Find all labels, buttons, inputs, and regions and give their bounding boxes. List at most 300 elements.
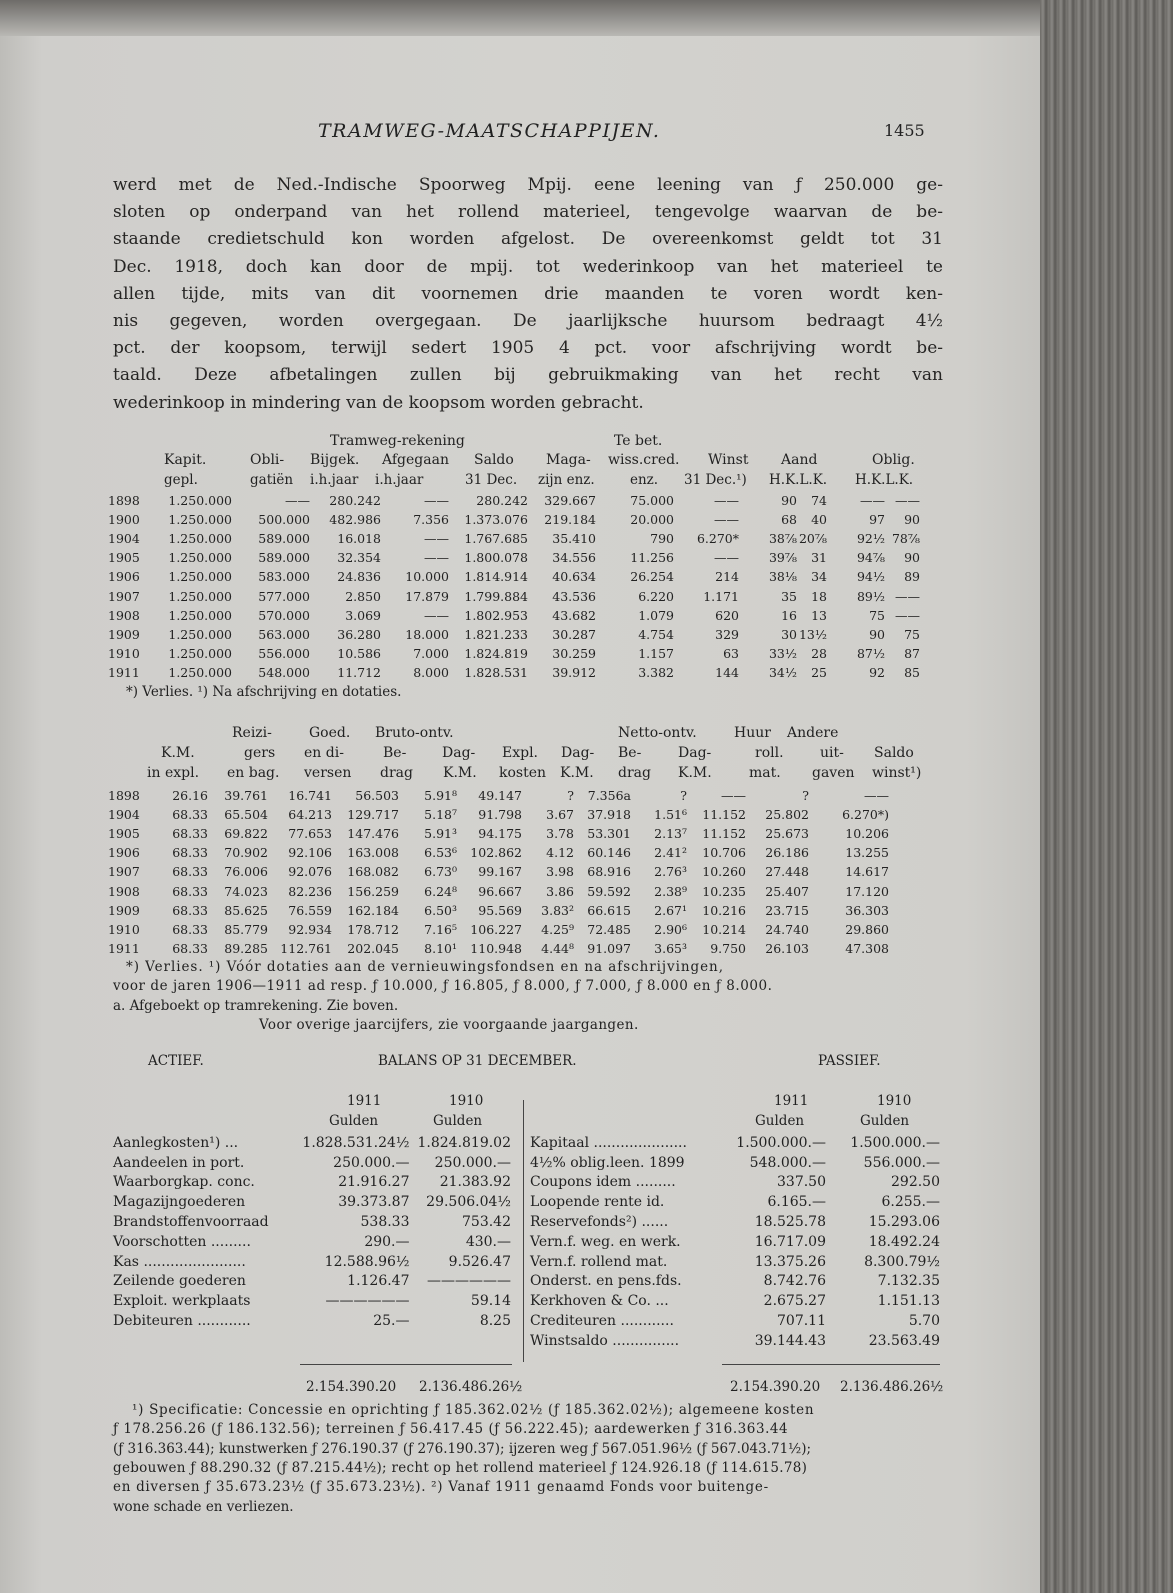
balance-item-value: 21.383.92 <box>439 1174 511 1191</box>
table-cell: 11.152 <box>702 807 746 823</box>
balance-item-value: 430.— <box>465 1233 511 1250</box>
table-cell: 1.157 <box>638 645 674 661</box>
table-cell: 37.918 <box>587 807 631 823</box>
table-cell: 34.556 <box>552 550 596 566</box>
table-cell: 2.76³ <box>654 864 687 880</box>
balance-item-value: 337.50 <box>777 1174 826 1191</box>
table2-footnote: *) Verlies. ¹) Vóór dotaties aan de vernieuwingsfondsen en na afschrijvingen, <box>126 959 724 975</box>
table-cell: —— <box>424 550 449 566</box>
table-cell: 1.799.884 <box>464 588 528 604</box>
table-cell: 74 <box>811 493 827 509</box>
table2-head: in expl. <box>147 765 200 781</box>
table-cell: 92.076 <box>288 864 332 880</box>
table1-head: wiss.cred. <box>608 452 680 468</box>
table-cell: 102.862 <box>470 845 522 861</box>
total-rule <box>300 1364 512 1365</box>
balance-item-value: —————— <box>427 1273 511 1290</box>
balance-row <box>530 1232 940 1252</box>
table-cell: 6.220 <box>638 588 674 604</box>
table-cell: 26.254 <box>630 569 674 585</box>
table-cell: ? <box>680 788 687 804</box>
table-cell: 40.634 <box>552 569 596 585</box>
table-row <box>108 939 889 958</box>
table-cell: 56.503 <box>355 788 399 804</box>
table-cell: 64.213 <box>288 807 332 823</box>
balance-title: BALANS OP 31 DECEMBER. <box>378 1053 577 1069</box>
table-cell: 68.33 <box>172 864 208 880</box>
table2-head: uit- <box>820 745 844 761</box>
table-cell: 65.504 <box>224 807 268 823</box>
table-cell: 10.586 <box>337 645 381 661</box>
table-cell: 7.16⁵ <box>424 921 457 937</box>
text-line: werd met de Ned.-Indische Spoorweg Mpij. eene leening van ƒ 250.000 ge- <box>113 175 943 195</box>
table2-footnote: Voor overige jaarcijfers, zie voorgaande jaargangen. <box>259 1017 639 1033</box>
table2-head: Expl. <box>502 745 539 761</box>
table-cell: 1906 <box>108 845 140 861</box>
balance-item-value: 5.70 <box>908 1313 940 1330</box>
table-cell: 280.242 <box>329 493 381 509</box>
table-cell: 162.184 <box>347 902 399 918</box>
table-cell: 1904 <box>108 531 140 547</box>
table-cell: 5.91³ <box>424 826 457 842</box>
table-cell: 31 <box>811 550 827 566</box>
table-cell: 16.018 <box>337 531 381 547</box>
table-cell: 3.78 <box>546 826 574 842</box>
table-cell: 68.33 <box>172 902 208 918</box>
table-cell: 4.754 <box>638 626 674 642</box>
balance-row <box>113 1311 511 1331</box>
table-cell: 147.476 <box>347 826 399 842</box>
table-cell: 60.146 <box>587 845 631 861</box>
table-cell: 20⅞ <box>798 531 827 547</box>
balance-item-label: Vern.f. weg. en werk. <box>530 1233 681 1250</box>
table-cell: 1909 <box>108 902 140 918</box>
table-cell: 589.000 <box>258 531 310 547</box>
table-cell: 7.356 <box>413 512 449 528</box>
balance-item-value: 556.000.— <box>863 1154 940 1171</box>
balance-item-label: Coupons idem ......... <box>530 1174 676 1191</box>
balance-passief <box>530 1133 940 1351</box>
text-line: Dec. 1918, doch kan door de mpij. tot wederinkoop van het materieel te <box>113 256 943 277</box>
table-cell: 75 <box>904 626 920 642</box>
table-cell: 570.000 <box>258 607 310 623</box>
table-cell: —— <box>714 512 739 528</box>
balance-item-value: 39.373.87 <box>338 1194 410 1211</box>
table-row <box>108 606 920 625</box>
table-cell: 1900 <box>108 512 140 528</box>
table-cell: 36.303 <box>845 902 889 918</box>
table-cell: 16 <box>781 607 797 623</box>
table-cell: 30 <box>781 626 797 642</box>
table-cell: 90 <box>869 626 885 642</box>
table-cell: 1.828.531 <box>464 664 528 680</box>
table2-head: Goed. <box>309 725 351 741</box>
balance-item-value: 2.675.27 <box>763 1293 826 1310</box>
table-cell: 36.280 <box>337 626 381 642</box>
unit-head: Gulden <box>329 1113 379 1129</box>
table-cell: 82.236 <box>288 883 332 899</box>
table-cell: 13.255 <box>845 845 889 861</box>
table-cell: 1907 <box>108 864 140 880</box>
table-cell: —— <box>895 493 920 509</box>
table-cell: 1909 <box>108 626 140 642</box>
table-cell: 3.98 <box>546 864 574 880</box>
table-cell: 2.67¹ <box>654 902 687 918</box>
year-head: 1910 <box>449 1093 484 1109</box>
table2-head: Be- <box>618 745 642 761</box>
balance-item-value: 15.293.06 <box>868 1214 940 1231</box>
table-cell: 97 <box>869 512 885 528</box>
balance-item-value: 39.144.43 <box>754 1332 826 1349</box>
table-cell: 38⅛ <box>768 569 797 585</box>
table-row <box>108 786 889 805</box>
balance-item-value: 753.42 <box>462 1214 511 1231</box>
table-cell: 39.761 <box>224 788 268 804</box>
table-cell: 556.000 <box>258 645 310 661</box>
table-cell: 68.33 <box>172 807 208 823</box>
table-cell: 7.000 <box>413 645 449 661</box>
table-cell: 94.175 <box>478 826 522 842</box>
table-cell: —— <box>895 607 920 623</box>
table-cell: 1898 <box>108 788 140 804</box>
table-cell: 25.407 <box>765 883 809 899</box>
balance-row <box>113 1232 511 1252</box>
table-cell: —— <box>895 588 920 604</box>
balance-item-value: 707.11 <box>777 1313 826 1330</box>
balance-row <box>113 1252 511 1272</box>
table-cell: 144 <box>715 664 739 680</box>
balance-item-label: Aanlegkosten¹) ... <box>113 1134 239 1151</box>
table-cell: 99.167 <box>478 864 522 880</box>
table-cell: 6.270* <box>696 531 739 547</box>
balance-item-label: Aandeelen in port. <box>113 1154 245 1171</box>
table2-head: gers <box>244 745 276 761</box>
table-cell: 92 <box>869 664 885 680</box>
table-cell: 2.41² <box>654 845 687 861</box>
table-cell: 178.712 <box>347 921 399 937</box>
balance-row <box>530 1133 940 1153</box>
table1-head: H.K.L.K. <box>769 472 828 488</box>
table-cell: 28 <box>811 645 827 661</box>
table-cell: 92.934 <box>288 921 332 937</box>
table-cell: 500.000 <box>258 512 310 528</box>
table2-head: en bag. <box>227 765 280 781</box>
table-cell: 68.33 <box>172 826 208 842</box>
table-cell: 91.097 <box>587 940 631 956</box>
table-cell: 1908 <box>108 883 140 899</box>
spec-line: ƒ 178.256.26 (ƒ 186.132.56); terreinen ƒ 56.417.45 (ƒ 56.222.45); aardewerken ƒ 316.363.44 <box>113 1421 789 1437</box>
table1 <box>108 491 920 682</box>
table-cell: 30.259 <box>552 645 596 661</box>
table2-head: Be- <box>383 745 407 761</box>
table-cell: 1.250.000 <box>168 493 232 509</box>
table-cell: 2.13⁷ <box>654 826 687 842</box>
table2-head: K.M. <box>678 765 712 781</box>
table-row <box>108 920 889 939</box>
table-row <box>108 644 920 663</box>
unit-head: Gulden <box>433 1113 483 1129</box>
balance-item-value: 7.132.35 <box>877 1273 940 1290</box>
table-cell: 35.410 <box>552 531 596 547</box>
table2 <box>108 786 889 958</box>
table-cell: 3.382 <box>638 664 674 680</box>
table-cell: 214 <box>715 569 739 585</box>
balance-item-label: Debiteuren ............ <box>113 1313 251 1330</box>
balance-item-label: Kas ....................... <box>113 1253 246 1270</box>
table-cell: 1.250.000 <box>168 664 232 680</box>
table2-head: kosten <box>499 765 547 781</box>
table-row <box>108 510 920 529</box>
table-row <box>108 586 920 605</box>
unit-head: Gulden <box>860 1113 910 1129</box>
table-cell: 49.147 <box>478 788 522 804</box>
spec-line: (ƒ 316.363.44); kunstwerken ƒ 276.190.37 (ƒ 276.190.37); ijzeren weg ƒ 567.051.96½ (ƒ 567.043.71½); <box>113 1441 812 1457</box>
table2-head: K.M. <box>443 765 477 781</box>
table2-head: Bruto-ontv. <box>375 725 454 741</box>
table-cell: 790 <box>650 531 674 547</box>
table-cell: 63 <box>723 645 739 661</box>
balance-item-value: 292.50 <box>891 1174 940 1191</box>
table-cell: 90 <box>904 550 920 566</box>
table-cell: 3.65³ <box>654 940 687 956</box>
table-cell: 6.270*) <box>842 807 889 823</box>
text-line: staande credietschuld kon worden afgelost. De overeenkomst geldt tot 31 <box>113 229 943 250</box>
table-cell: —— <box>721 788 746 804</box>
table-cell: 1.250.000 <box>168 588 232 604</box>
table-cell: 74.023 <box>224 883 268 899</box>
actief-label: ACTIEF. <box>148 1053 204 1069</box>
table-cell: 78⅞ <box>891 531 920 547</box>
table-cell: 47.308 <box>845 940 889 956</box>
text-line: nis gegeven, worden overgegaan. De jaarlijksche huursom bedraagt 4½ <box>113 311 943 332</box>
table1-footnote: *) Verlies. ¹) Na afschrijving en dotaties. <box>126 684 402 700</box>
table-cell: 10.214 <box>702 921 746 937</box>
intro-paragraph <box>113 172 943 417</box>
table-cell: 10.216 <box>702 902 746 918</box>
balance-divider <box>523 1100 524 1362</box>
table-cell: 77.653 <box>288 826 332 842</box>
balance-item-label: Reservefonds²) ...... <box>530 1214 669 1231</box>
text-line: allen tijde, mits van dit voornemen drie maanden te voren wordt ken- <box>113 283 943 304</box>
table-cell: 91.798 <box>478 807 522 823</box>
table1-group-head: Tramweg-rekening <box>330 433 465 449</box>
table1-head: i.h.jaar <box>310 472 359 488</box>
table-cell: 2.90⁶ <box>654 921 687 937</box>
table-cell: 1.824.819 <box>464 645 528 661</box>
table2-head: Reizi- <box>232 725 272 741</box>
table-cell: —— <box>424 493 449 509</box>
balance-item-value: 538.33 <box>360 1214 410 1231</box>
table-row <box>108 901 889 920</box>
balance-item-label: 4½% oblig.leen. 1899 <box>530 1154 685 1171</box>
table-cell: —— <box>285 493 310 509</box>
table-cell: 6.50³ <box>424 902 457 918</box>
table-cell: 10.206 <box>845 826 889 842</box>
page-top-shadow <box>0 0 1050 36</box>
table-cell: 90 <box>781 493 797 509</box>
table-cell: 92½ <box>856 531 885 547</box>
table-cell: 66.615 <box>587 902 631 918</box>
balance-row <box>113 1153 511 1173</box>
table2-head: versen <box>304 765 352 781</box>
table1-head: H.K.L.K. <box>855 472 914 488</box>
table-cell: 11.152 <box>702 826 746 842</box>
text-line: pct. der koopsom, terwijl sedert 1905 4 pct. voor afschrijving wordt be- <box>113 338 943 359</box>
total-rule <box>722 1364 940 1365</box>
table1-head: gatiën <box>250 472 294 488</box>
table-cell: 6.53⁶ <box>424 845 457 861</box>
table-cell: 17.879 <box>405 588 449 604</box>
table1-head: 31 Dec. <box>465 472 518 488</box>
table-cell: 72.485 <box>587 921 631 937</box>
table-cell: 25.802 <box>765 807 809 823</box>
table-cell: 29.860 <box>845 921 889 937</box>
balance-item-label: Kerkhoven & Co. ... <box>530 1293 669 1310</box>
balance-item-value: 25.— <box>373 1313 410 1330</box>
balance-item-value: 9.526.47 <box>448 1253 511 1270</box>
balance-item-value: 8.300.79½ <box>864 1253 940 1270</box>
table1-head: Oblig. <box>872 452 915 468</box>
table-cell: 548.000 <box>258 664 310 680</box>
spec-line: wone schade en verliezen. <box>113 1499 294 1515</box>
balance-item-value: 29.506.04½ <box>426 1194 511 1211</box>
balance-item-label: Exploit. werkplaats <box>113 1293 251 1310</box>
table2-head: Netto-ontv. <box>618 725 697 741</box>
table-cell: 17.120 <box>845 883 889 899</box>
table-cell: 24.836 <box>337 569 381 585</box>
table1-head: Afgegaan <box>382 452 449 468</box>
table-row <box>108 862 889 881</box>
table-cell: 85.779 <box>224 921 268 937</box>
table1-head: 31 Dec.¹) <box>684 472 747 488</box>
table-cell: 94½ <box>856 569 885 585</box>
table-cell: 482.986 <box>329 512 381 528</box>
table-cell: 13½ <box>798 626 827 642</box>
balance-item-label: Waarborgkap. conc. <box>113 1174 255 1191</box>
table-cell: 18.000 <box>405 626 449 642</box>
year-head: 1910 <box>877 1093 912 1109</box>
balance-item-value: 8.742.76 <box>763 1273 826 1290</box>
table-cell: 90 <box>904 512 920 528</box>
table-cell: 25.673 <box>765 826 809 842</box>
table-cell: 1906 <box>108 569 140 585</box>
text-line: wederinkoop in mindering van de koopsom worden gebracht. <box>113 392 644 413</box>
balance-item-value: 290.— <box>364 1233 410 1250</box>
balance-item-label: Winstsaldo ............... <box>530 1332 680 1349</box>
spec-line: gebouwen ƒ 88.290.32 (ƒ 87.215.44½); recht op het rollend materieel ƒ 124.926.18 (ƒ 114.615.78) <box>113 1460 808 1476</box>
balance-item-value: 8.25 <box>479 1313 511 1330</box>
table2-head: Andere <box>787 725 839 741</box>
table-cell: 10.706 <box>702 845 746 861</box>
table-cell: 38⅞ <box>768 531 797 547</box>
table-cell: 219.184 <box>544 512 596 528</box>
table-cell: 68.33 <box>172 921 208 937</box>
table1-head: Aand <box>781 452 818 468</box>
table-cell: 110.948 <box>470 940 522 956</box>
table-cell: 329.667 <box>544 493 596 509</box>
table-cell: ? <box>567 788 574 804</box>
table-cell: 6.24⁸ <box>424 883 457 899</box>
table-cell: 1910 <box>108 921 140 937</box>
table-cell: 156.259 <box>347 883 399 899</box>
table1-head: Saldo <box>474 452 514 468</box>
table-cell: 3.67 <box>546 807 574 823</box>
balance-item-value: 250.000.— <box>333 1154 410 1171</box>
balance-item-label: Zeilende goederen <box>113 1273 246 1290</box>
balance-item-value: 16.717.09 <box>754 1233 826 1250</box>
table-cell: 1.51⁶ <box>654 807 687 823</box>
table-cell: 3.86 <box>546 883 574 899</box>
table-cell: 1.800.078 <box>464 550 528 566</box>
balance-row <box>530 1153 940 1173</box>
table-cell: 25 <box>811 664 827 680</box>
table-cell: 202.045 <box>347 940 399 956</box>
table-cell: 129.717 <box>347 807 399 823</box>
spec-line: en diversen ƒ 35.673.23½ (ƒ 35.673.23½). ²) Vanaf 1911 genaamd Fonds voor buitenge- <box>113 1479 769 1495</box>
table-cell: 24.740 <box>765 921 809 937</box>
table-cell: 7.356a <box>587 788 631 804</box>
table-cell: 68.33 <box>172 940 208 956</box>
balance-item-label: Magazijngoederen <box>113 1194 246 1211</box>
table-row <box>108 881 889 900</box>
table2-head: drag <box>618 765 651 781</box>
table-cell: 1.250.000 <box>168 645 232 661</box>
table-cell: 11.712 <box>337 664 381 680</box>
balance-item-value: 1.151.13 <box>877 1293 940 1310</box>
table-cell: 4.44⁸ <box>541 940 574 956</box>
table-cell: 26.16 <box>172 788 208 804</box>
table-cell: 2.38⁹ <box>654 883 687 899</box>
table-row <box>108 491 920 510</box>
table-row <box>108 625 920 644</box>
balance-row <box>530 1252 940 1272</box>
table-cell: 1.814.914 <box>464 569 528 585</box>
table-cell: 20.000 <box>630 512 674 528</box>
table-cell: 5.91⁸ <box>424 788 457 804</box>
table1-group-head: Te bet. <box>614 433 663 449</box>
table-cell: 30.287 <box>552 626 596 642</box>
balance-item-value: 1.126.47 <box>347 1273 410 1290</box>
table-cell: 1905 <box>108 550 140 566</box>
table-cell: 40 <box>811 512 827 528</box>
table-cell: 1.250.000 <box>168 569 232 585</box>
table-cell: 1.373.076 <box>464 512 528 528</box>
table-cell: 1907 <box>108 588 140 604</box>
table-cell: 589.000 <box>258 550 310 566</box>
total-passief-1911: 2.154.390.20 <box>730 1379 821 1395</box>
balance-item-label: Vern.f. rollend mat. <box>530 1253 668 1270</box>
balance-item-value: 18.492.24 <box>868 1233 940 1250</box>
table1-head: zijn enz. <box>538 472 595 488</box>
table2-head: en di- <box>304 745 344 761</box>
table-cell: 2.850 <box>345 588 381 604</box>
table-cell: 9.750 <box>710 940 746 956</box>
table-cell: 68.916 <box>587 864 631 880</box>
table1-head: Winst <box>708 452 749 468</box>
table-cell: 1.802.953 <box>464 607 528 623</box>
balance-item-value: 1.824.819.02 <box>417 1134 511 1151</box>
balance-actief <box>113 1133 511 1331</box>
table-cell: 10.235 <box>702 883 746 899</box>
table-cell: 95.569 <box>478 902 522 918</box>
table2-head: Dag- <box>678 745 712 761</box>
balance-item-label: Loopende rente id. <box>530 1194 665 1211</box>
table2-head: Saldo <box>874 745 914 761</box>
table-cell: 89½ <box>856 588 885 604</box>
table-row <box>108 805 889 824</box>
balance-row <box>530 1192 940 1212</box>
balance-item-label: Voorschotten ......... <box>113 1233 251 1250</box>
